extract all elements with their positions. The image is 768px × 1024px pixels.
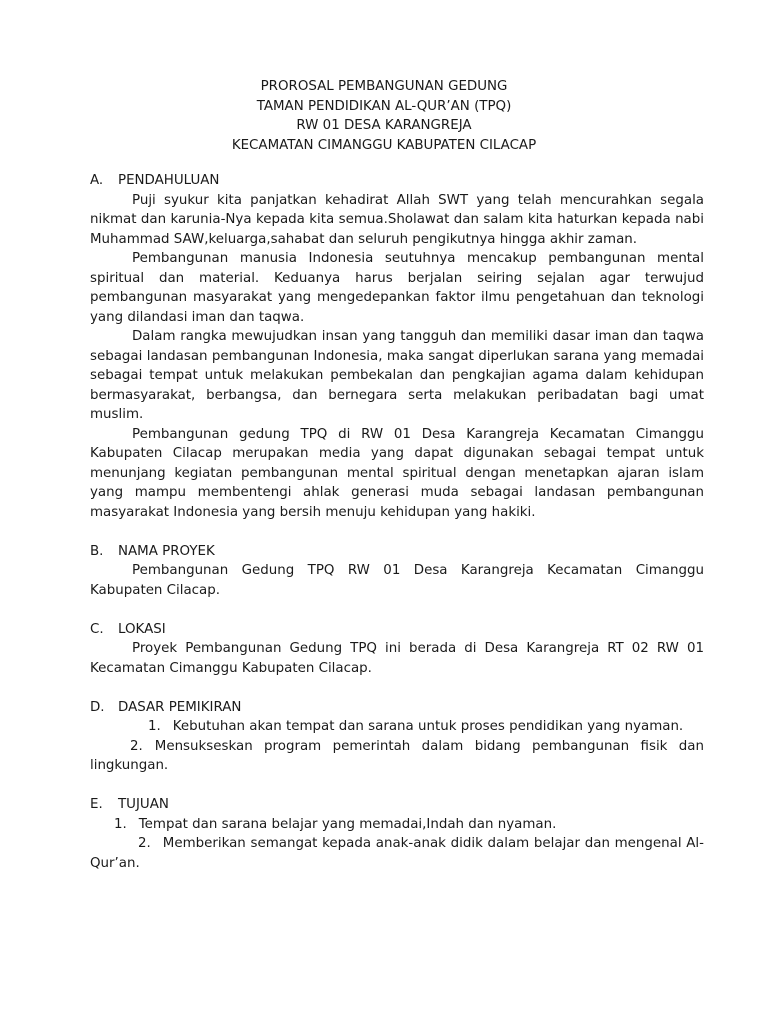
section-number: C. — [90, 621, 104, 637]
list-item — [90, 815, 704, 835]
list-item-text: Mensukseskan program pemerintah dalam bidang pembangunan fisik dan lingkungan. — [90, 738, 704, 773]
paragraph: Dalam rangka mewujudkan insan yang tangguh dan memiliki dasar iman dan taqwa sebagai landasan pembangunan Indonesia, maka sangat diperlukan sarana yang memadai sebagai tempat untuk melakukan pembekalan dan pengkajian agama dalam kehidupan bermasyarakat, berbangsa, dan bernegara serta melakukan peribadatan bagi umat muslim. — [90, 329, 704, 422]
spacer — [90, 678, 704, 698]
section-number: E. — [90, 797, 103, 812]
section-heading-d — [90, 698, 704, 718]
list-item — [90, 737, 704, 776]
list-item-number: 2. — [138, 836, 151, 851]
paragraph: Pembangunan manusia Indonesia seutuhnya mencakup pembangunan mental spiritual dan material. Keduanya harus berjalan seiring sejalan agar terwujud pembangunan masyarakat yang mengedepankan faktor ilmu pengetahuan dan teknologi yang dilandasi iman dan taqwa. — [90, 251, 704, 325]
section-heading-c — [90, 620, 704, 640]
title-line-2: TAMAN PENDIDIKAN AL-QUR’AN (TPQ) — [256, 98, 512, 114]
spacer — [90, 776, 704, 796]
list-item — [90, 834, 704, 873]
title-line-1: PROROSAL PEMBANGUNAN GEDUNG — [260, 79, 508, 94]
paragraph: Pembangunan Gedung TPQ RW 01 Desa Karangreja Kecamatan Cimanggu Kabupaten Cilacap. — [90, 563, 704, 598]
document-title — [0, 77, 768, 155]
title-line-4: KECAMATAN CIMANGGU KABUPATEN CILACAP — [231, 137, 537, 153]
list-item — [90, 717, 704, 737]
section-number: D. — [90, 699, 105, 715]
list-item-number: 1. — [148, 719, 161, 734]
spacer — [90, 600, 704, 620]
section-title: LOKASI — [118, 621, 166, 637]
section-number: B. — [90, 543, 104, 559]
list-item-text: Kebutuhan akan tempat dan sarana untuk proses pendidikan yang nyaman. — [172, 719, 684, 734]
paragraph: Proyek Pembangunan Gedung TPQ ini berada di Desa Karangreja RT 02 RW 01 Kecamatan Cimanggu Kabupaten Cilacap. — [90, 641, 704, 676]
section-title: TUJUAN — [118, 797, 169, 812]
section-number: A. — [90, 173, 104, 188]
list-item-text: Memberikan semangat kepada anak-anak didik dalam belajar dan mengenal Al-Qur’an. — [90, 836, 704, 871]
paragraph: Puji syukur kita panjatkan kehadirat Allah SWT yang telah mencurahkan segala nikmat dan karunia-Nya kepada kita semua.Sholawat dan salam kita haturkan kepada nabi Muhammad SAW,keluarga,sahabat dan seluruh pengikutnya hingga akhir zaman. — [90, 192, 704, 247]
list-item-number: 1. — [114, 816, 127, 832]
section-title: PENDAHULUAN — [118, 173, 220, 188]
list-item-text: Tempat dan sarana belajar yang memadai,Indah dan nyaman. — [138, 816, 557, 832]
section-heading-b — [90, 542, 704, 562]
title-line-3: RW 01 DESA KARANGREJA — [296, 118, 472, 133]
section-heading-e — [90, 795, 704, 815]
section-title: DASAR PEMIKIRAN — [118, 699, 242, 715]
list-item-number: 2. — [130, 738, 143, 754]
spacer — [90, 522, 704, 542]
document-body — [90, 171, 704, 873]
paragraph: Pembangunan gedung TPQ di RW 01 Desa Karangreja Kecamatan Cimanggu Kabupaten Cilacap merupakan media yang dapat digunakan sebagai tempat untuk menunjang kegiatan pembangunan mental spiritual dengan menetapkan ajaran islam yang mampu membentengi ahlak generasi muda sebagai landasan pembangunan masyarakat Indonesia yang bersih menuju kehidupan yang hakiki. — [90, 426, 704, 520]
section-title: NAMA PROYEK — [118, 543, 215, 559]
section-heading-a — [90, 171, 704, 191]
